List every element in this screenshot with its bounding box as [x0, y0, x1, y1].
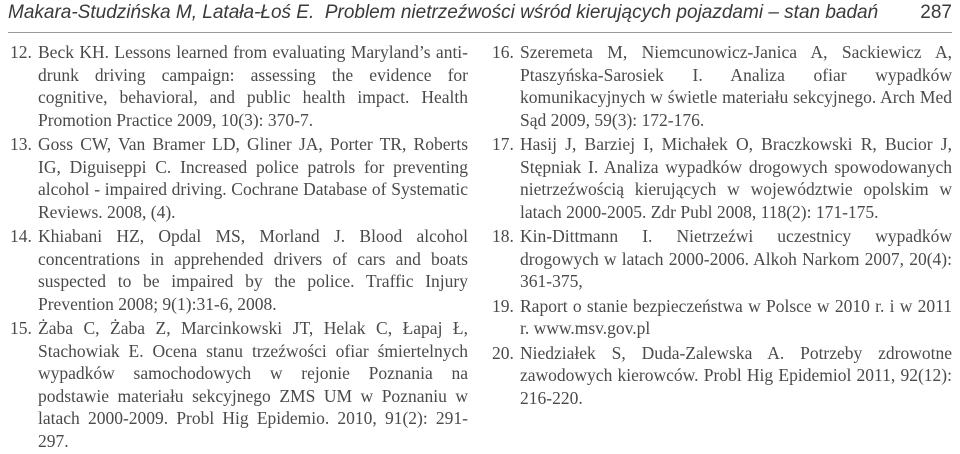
reference-text: Khiabani HZ, Opdal MS, Morland J. Blood alcohol concentrations in apprehended drivers of cars and boats suspected to be impaired by the police. Traffic Injury Prevention 2008; 9(1):31-6, 2008.	[38, 226, 468, 314]
reference-item	[492, 133, 952, 223]
reference-number: 17.	[492, 134, 514, 154]
running-header	[8, 2, 952, 28]
references-right-column	[492, 41, 952, 411]
reference-number: 18.	[492, 226, 514, 246]
reference-item	[10, 317, 468, 452]
reference-number: 16.	[492, 42, 514, 62]
reference-number: 12.	[10, 42, 32, 62]
reference-number: 19.	[492, 295, 514, 316]
reference-text: Beck KH. Lessons learned from evaluating Maryland’s anti-drunk driving campaign: assessing the evidence for cognitive, behavioral, and public health impact. Health Promotion Practice 2009, 10(3): 370-7.	[38, 42, 468, 130]
reference-item	[492, 225, 952, 293]
reference-item	[10, 133, 468, 223]
reference-item	[10, 225, 468, 315]
reference-item	[10, 41, 468, 131]
reference-text: Kin-Dittmann I. Nietrzeźwi uczestnicy wypadków drogowych w latach 2000-2006. Alkoh Narkom 2007, 20(4): 361-375,	[520, 226, 952, 291]
header-rule	[8, 32, 952, 33]
running-title	[8, 2, 878, 24]
reference-text: Szeremeta M, Niemcunowicz-Janica A, Sackiewicz A, Ptaszyńska-Sarosiek I. Analiza ofiar wypadków komunikacyjnych w świetle materiału sekcyjnego. Arch Med Sąd 2009, 59(3): 172-176.	[520, 42, 952, 130]
reference-text: Hasij J, Barziej I, Michałek O, Braczkowski R, Bucior J, Stępniak I. Analiza wypadków drogowych spowodowanych nietrzeźwością kierujących w województwie opolskim w latach 2000-2005. Zdr Publ 2008, 118(2): 171-175.	[520, 134, 952, 222]
reference-number: 14.	[10, 226, 32, 246]
reference-number: 13.	[10, 134, 32, 154]
reference-item	[492, 41, 952, 131]
reference-text: Żaba C, Żaba Z, Marcinkowski JT, Helak C, Łapaj Ł, Stachowiak E. Ocena stanu trzeźwości ofiar śmiertelnych wypadków samochodowych w rejonie Poznania na podstawie materiału sekcyjnego ZMS UM w Poznaniu w latach 2000-2009. Probl Hig Epidemio. 2010, 91(2): 291-297.	[38, 318, 468, 451]
reference-item	[492, 295, 952, 340]
reference-text: Raport o stanie bezpieczeństwa w Polsce w 2010 r. i w 2011 r. www.msv.gov.pl	[520, 295, 952, 338]
reference-text: Niedziałek S, Duda-Zalewska A. Potrzeby zdrowotne zawodowych kierowców. Probl Hig Epidemiol 2011, 92(12): 216-220.	[520, 342, 952, 408]
references-left-column	[10, 41, 468, 454]
reference-text: Goss CW, Van Bramer LD, Gliner JA, Porter TR, Roberts IG, Diguiseppi C. Increased police patrols for preventing alcohol - impaired driving. Cochrane Database of Systematic Reviews. 2008, (4).	[38, 134, 468, 222]
header-authors: Makara-Studzińska M, Latała-Łoś E.	[8, 2, 315, 23]
reference-item	[492, 342, 952, 410]
reference-number: 20.	[492, 342, 514, 363]
reference-number: 15.	[10, 318, 32, 338]
header-title: Problem nietrzeźwości wśród kierujących pojazdami – stan badań	[324, 2, 879, 23]
page-number: 287	[920, 2, 952, 23]
